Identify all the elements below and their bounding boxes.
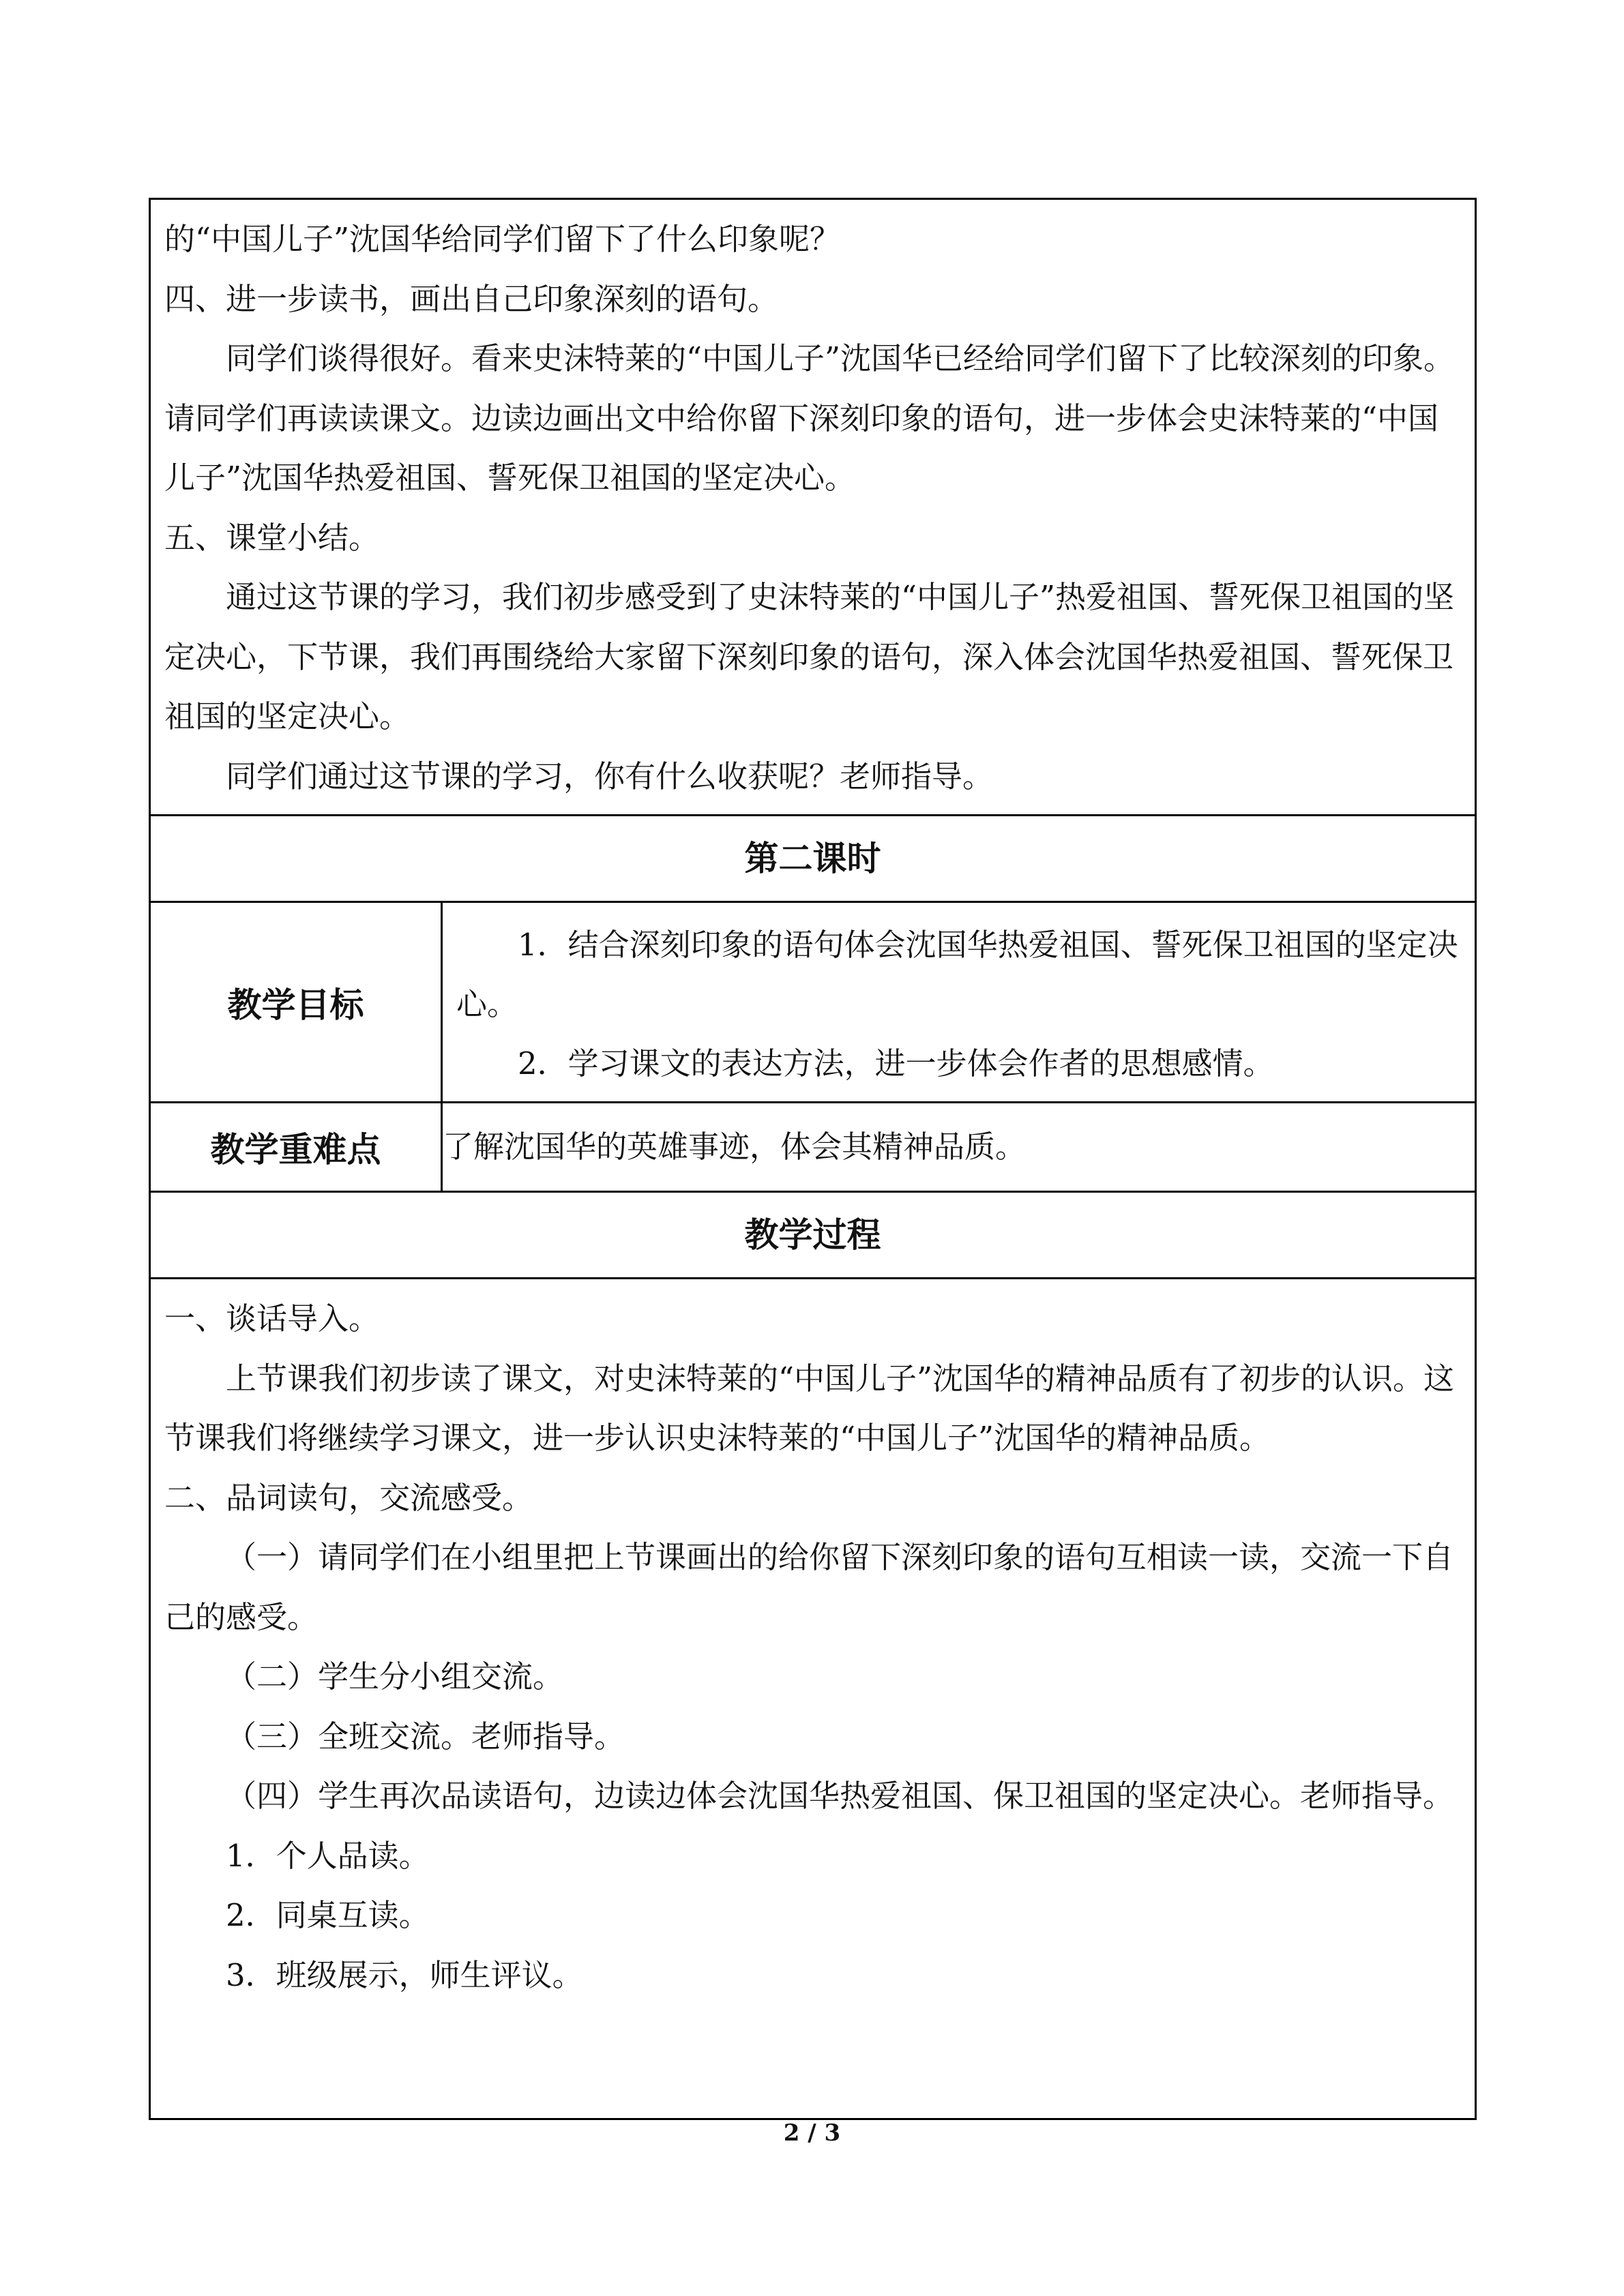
- paragraph: （二）学生分小组交流。: [226, 1658, 564, 1695]
- list-item: 1．个人品读。: [226, 1837, 430, 1874]
- keypoints-label: 教学重难点: [150, 1103, 442, 1192]
- process-title: 教学过程: [150, 1192, 1476, 1279]
- paragraph: 同学们谈得很好。看来史沫特莱的“中国儿子”沈国华已经给同学们留下了比较深刻的印象。请同学们再读读课文。边读边画出文中给你留下深刻印象的语句，进一步体会史沫特莱的“中国儿子”沈国华热爱祖国、誓死保卫祖国的坚定决心。: [164, 340, 1455, 496]
- lesson1-text: [151, 200, 1475, 814]
- lesson-plan-table: [149, 198, 1477, 2120]
- section-heading: 四、进一步读书，画出自己印象深刻的语句。: [164, 280, 779, 317]
- process-title-row: [150, 1192, 1476, 1279]
- lesson2-title: 第二课时: [150, 816, 1476, 902]
- section-heading: 一、谈话导入。: [164, 1300, 380, 1337]
- lesson1-continuation-row: [150, 199, 1476, 816]
- process-row: [150, 1279, 1476, 2119]
- goal-item: 1．结合深刻印象的语句体会沈国华热爱祖国、誓死保卫祖国的坚定决心。: [456, 927, 1458, 1022]
- page-number: 2 / 3: [783, 2119, 841, 2147]
- keypoints-row: [150, 1103, 1476, 1192]
- goal-item: 2．学习课文的表达方法，进一步体会作者的思想感情。: [518, 1045, 1274, 1082]
- list-item: 2．同桌互读。: [226, 1897, 430, 1933]
- section-heading: 二、品词读句，交流感受。: [164, 1479, 533, 1516]
- paragraph: （三）全班交流。老师指导。: [226, 1718, 625, 1755]
- paragraph: （四）学生再次品读语句，边读边体会沈国华热爱祖国、保卫祖国的坚定决心。老师指导。: [226, 1778, 1454, 1814]
- keypoints-content: 了解沈国华的英雄事迹，体会其精神品质。: [442, 1103, 1476, 1192]
- lesson2-title-row: [150, 816, 1476, 902]
- paragraph: 上节课我们初步读了课文，对史沫特莱的“中国儿子”沈国华的精神品质有了初步的认识。这节课我们将继续学习课文，进一步认识史沫特莱的“中国儿子”沈国华的精神品质。: [164, 1360, 1455, 1456]
- goals-label: 教学目标: [150, 902, 442, 1103]
- paragraph: （一）请同学们在小组里把上节课画出的给你留下深刻印象的语句互相读一读，交流一下自己的感受。: [164, 1539, 1454, 1635]
- section-heading: 五、课堂小结。: [164, 519, 380, 556]
- paragraph: 通过这节课的学习，我们初步感受到了史沫特莱的“中国儿子”热爱祖国、誓死保卫祖国的坚定决心，下节课，我们再围绕给大家留下深刻印象的语句，深入体会沈国华热爱祖国、誓死保卫祖国的坚定决心。: [164, 579, 1455, 734]
- paragraph: 同学们通过这节课的学习，你有什么收获呢？老师指导。: [226, 758, 994, 794]
- process-text: [151, 1279, 1475, 2013]
- paragraph: 的“中国儿子”沈国华给同学们留下了什么印象呢？: [164, 221, 841, 257]
- goals-content: [443, 903, 1475, 1101]
- list-item: 3．班级展示，师生评议。: [226, 1956, 583, 1993]
- goals-row: [150, 902, 1476, 1103]
